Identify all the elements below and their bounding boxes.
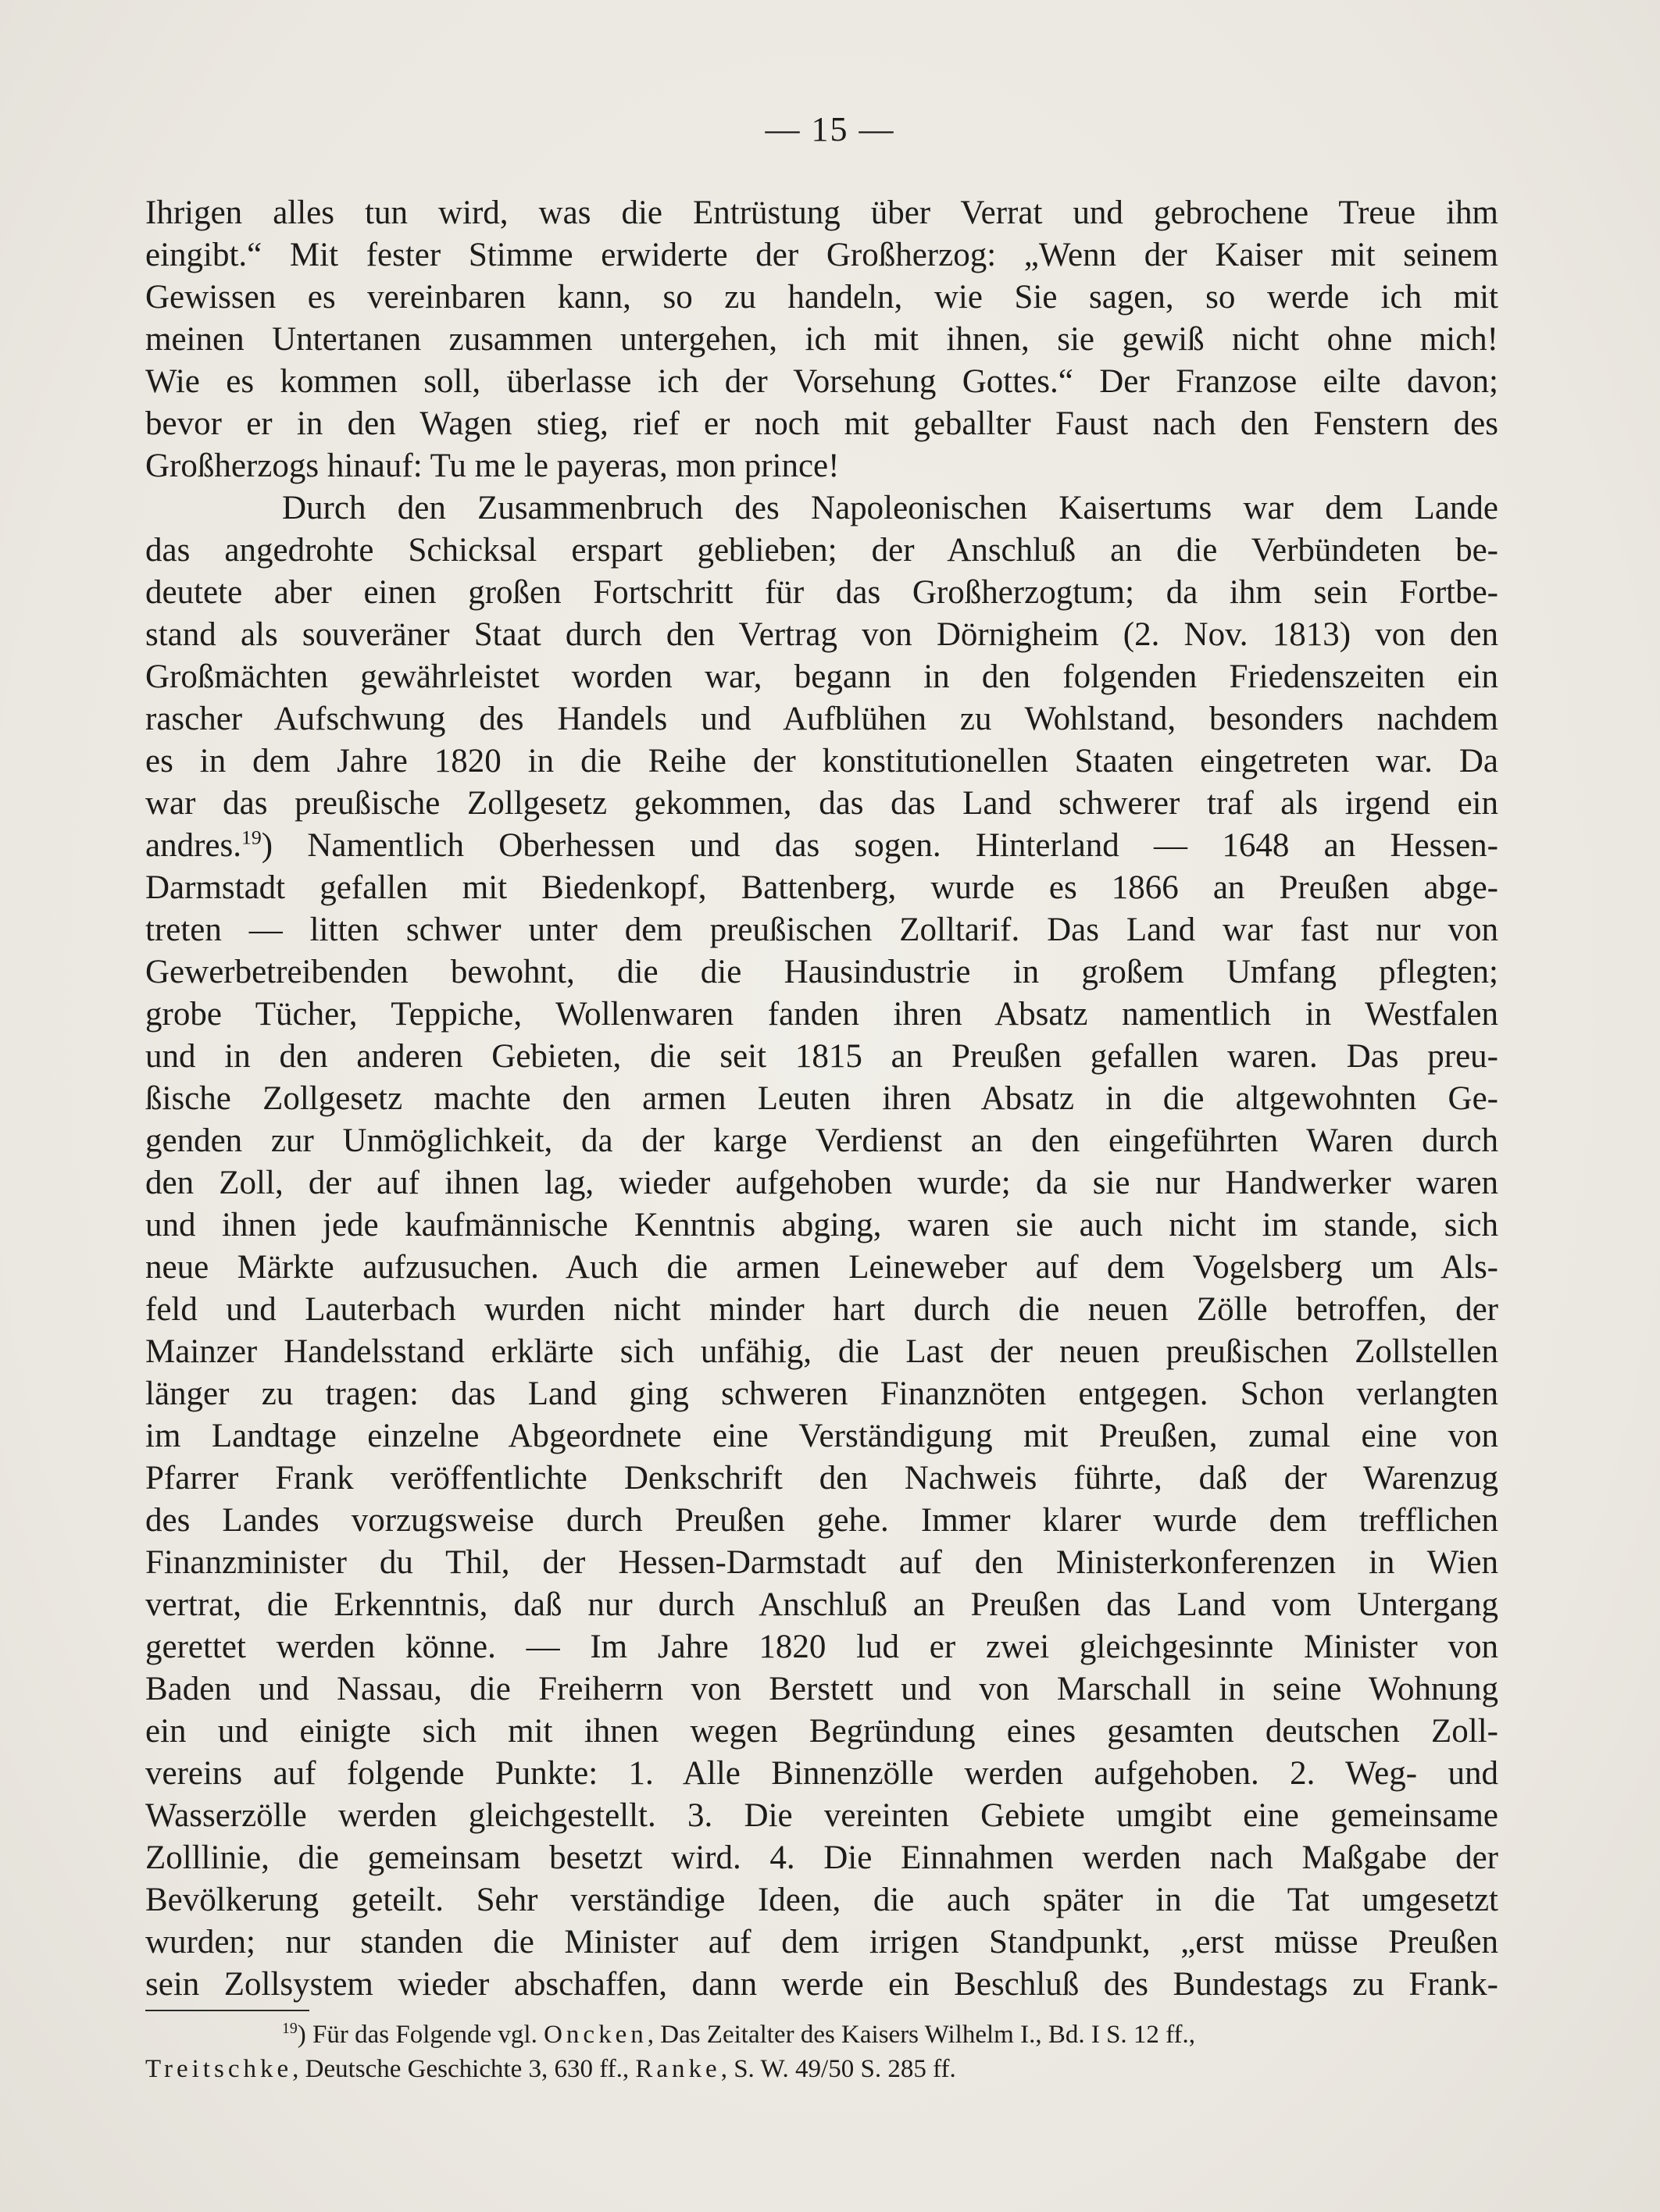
text-line: Wasserzölle werden gleichgestellt. 3. Die vereinten Gebiete umgibt eine gemeinsame	[145, 1797, 1498, 1834]
text-line: neue Märkte aufzusuchen. Auch die armen Leineweber auf dem Vogelsberg um Als-	[145, 1249, 1498, 1286]
text-line: Bevölkerung geteilt. Sehr verständige Ideen, die auch später in die Tat umgesetzt	[145, 1882, 1498, 1918]
footnote-block	[145, 2018, 1498, 2086]
text-line: grobe Tücher, Teppiche, Wollenwaren fanden ihren Absatz namentlich in Westfalen	[145, 996, 1498, 1033]
footnote-author: Oncken	[544, 2021, 648, 2049]
text-line: deutete aber einen großen Fortschritt für das Großherzogtum; da ihm sein Fortbe-	[145, 574, 1498, 611]
footnote-reference: , S. W. 49/50 S. 285 ff.	[720, 2055, 956, 2083]
text-line: und ihnen jede kaufmännische Kenntnis abging, waren sie auch nicht im stande, sich	[145, 1207, 1498, 1243]
line-start: andres.	[145, 827, 241, 864]
text-line: eingibt.“ Mit fester Stimme erwiderte der Großherzog: „Wenn der Kaiser mit seinem	[145, 237, 1498, 273]
text-line: genden zur Unmöglichkeit, da der karge Verdienst an den eingeführten Waren durch	[145, 1122, 1498, 1159]
text-line: es in dem Jahre 1820 in die Reihe der konstitutionellen Staaten eingetreten war. Da	[145, 743, 1498, 780]
text-line: Großmächten gewährleistet worden war, begann in den folgenden Friedenszeiten ein	[145, 658, 1498, 695]
text-line: meinen Untertanen zusammen untergehen, ich mit ihnen, sie gewiß nicht ohne mich!	[145, 321, 1498, 358]
text-line: im Landtage einzelne Abgeordnete eine Verständigung mit Preußen, zumal eine von	[145, 1418, 1498, 1454]
footnote-divider	[145, 2010, 309, 2011]
text-line: und in den anderen Gebieten, die seit 1815 an Preußen gefallen waren. Das preu-	[145, 1038, 1498, 1075]
text-line: stand als souveräner Staat durch den Vertrag von Dörnigheim (2. Nov. 1813) von den	[145, 616, 1498, 653]
footnote-author: Ranke	[635, 2055, 721, 2083]
text-line: vereins auf folgende Punkte: 1. Alle Binnenzölle werden aufgehoben. 2. Weg- und	[145, 1755, 1498, 1792]
text-line: Großherzogs hinauf: Tu me le payeras, mon prince!	[145, 448, 840, 484]
body-text	[145, 192, 1498, 2006]
text-line: treten — litten schwer unter dem preußischen Zolltarif. Das Land war fast nur von	[145, 912, 1498, 948]
text-line: rascher Aufschwung des Handels und Aufblühen zu Wohlstand, besonders nachdem	[145, 701, 1498, 737]
text-line: ein und einigte sich mit ihnen wegen Begründung eines gesamten deutschen Zoll-	[145, 1713, 1498, 1750]
page-number: — 15 —	[765, 110, 895, 148]
footnote-ref-marker[interactable]: 19	[241, 826, 262, 849]
text-line: Darmstadt gefallen mit Biedenkopf, Battenberg, wurde es 1866 an Preußen abge-	[145, 869, 1498, 906]
footnote-intro: ) Für das Folgende vgl.	[297, 2021, 537, 2049]
text-line: war das preußische Zollgesetz gekommen, das das Land schwerer traf als irgend ein	[145, 785, 1498, 822]
text-line: gerettet werden könne. — Im Jahre 1820 lud er zwei gleichgesinnte Minister von	[145, 1629, 1498, 1665]
text-line: Baden und Nassau, die Freiherrn von Berstett und von Marschall in seine Wohnung	[145, 1671, 1498, 1707]
text-line: wurden; nur standen die Minister auf dem irrigen Standpunkt, „erst müsse Preußen	[145, 1924, 1498, 1960]
text-line: des Landes vorzugsweise durch Preußen gehe. Immer klarer wurde dem trefflichen	[145, 1502, 1498, 1539]
footnote-reference-line	[145, 825, 1498, 867]
line-rest: ) Namentlich Oberhessen und das sogen. Hinterland — 1648 an Hessen-	[261, 827, 1498, 864]
text-line: Wie es kommen soll, überlasse ich der Vorsehung Gottes.“ Der Franzose eilte davon;	[145, 363, 1498, 400]
text-line: Ihrigen alles tun wird, was die Entrüstung über Verrat und gebrochene Treue ihm	[145, 194, 1498, 231]
text-line: Finanzminister du Thil, der Hessen-Darmstadt auf den Ministerkonferenzen in Wien	[145, 1544, 1498, 1581]
footnote-reference: , Deutsche Geschichte 3, 630 ff.,	[292, 2055, 630, 2083]
text-line: Gewerbetreibenden bewohnt, die die Hausindustrie in großem Umfang pflegten;	[145, 954, 1498, 990]
footnote-line	[145, 2018, 1498, 2052]
text-line: länger zu tragen: das Land ging schweren Finanznöten entgegen. Schon verlangten	[145, 1375, 1498, 1412]
text-line: Gewissen es vereinbaren kann, so zu handeln, wie Sie sagen, so werde ich mit	[145, 279, 1498, 316]
footnote-line	[145, 2052, 1498, 2086]
footnote-author: Treitschke	[145, 2055, 293, 2083]
text-line: feld und Lauterbach wurden nicht minder hart durch die neuen Zölle betroffen, der	[145, 1291, 1498, 1328]
text-line: das angedrohte Schicksal erspart geblieben; der Anschluß an die Verbündeten be-	[145, 532, 1498, 569]
text-line: sein Zollsystem wieder abschaffen, dann werde ein Beschluß des Bundestags zu Frank-	[145, 1966, 1498, 2003]
text-line: Pfarrer Frank veröffentlichte Denkschrift den Nachweis führte, daß der Warenzug	[145, 1460, 1498, 1497]
footnote-reference: , Das Zeitalter des Kaisers Wilhelm I., Bd. I S. 12 ff.,	[647, 2021, 1196, 2049]
text-line: den Zoll, der auf ihnen lag, wieder aufgehoben wurde; da sie nur Handwerker waren	[145, 1165, 1498, 1201]
text-line: vertrat, die Erkenntnis, daß nur durch Anschluß an Preußen das Land vom Untergang	[145, 1586, 1498, 1623]
footnote-marker: 19	[282, 2020, 298, 2037]
text-line: Mainzer Handelsstand erklärte sich unfähig, die Last der neuen preußischen Zollstellen	[145, 1333, 1498, 1370]
text-line: ßische Zollgesetz machte den armen Leuten ihren Absatz in die altgewohnten Ge-	[145, 1080, 1498, 1117]
text-line: Zolllinie, die gemeinsam besetzt wird. 4. Die Einnahmen werden nach Maßgabe der	[145, 1839, 1498, 1876]
text-line: bevor er in den Wagen stieg, rief er noch mit geballter Faust nach den Fenstern des	[145, 405, 1498, 442]
paragraph-start-line: Durch den Zusammenbruch des Napoleonischen Kaisertums war dem Lande	[282, 490, 1498, 526]
